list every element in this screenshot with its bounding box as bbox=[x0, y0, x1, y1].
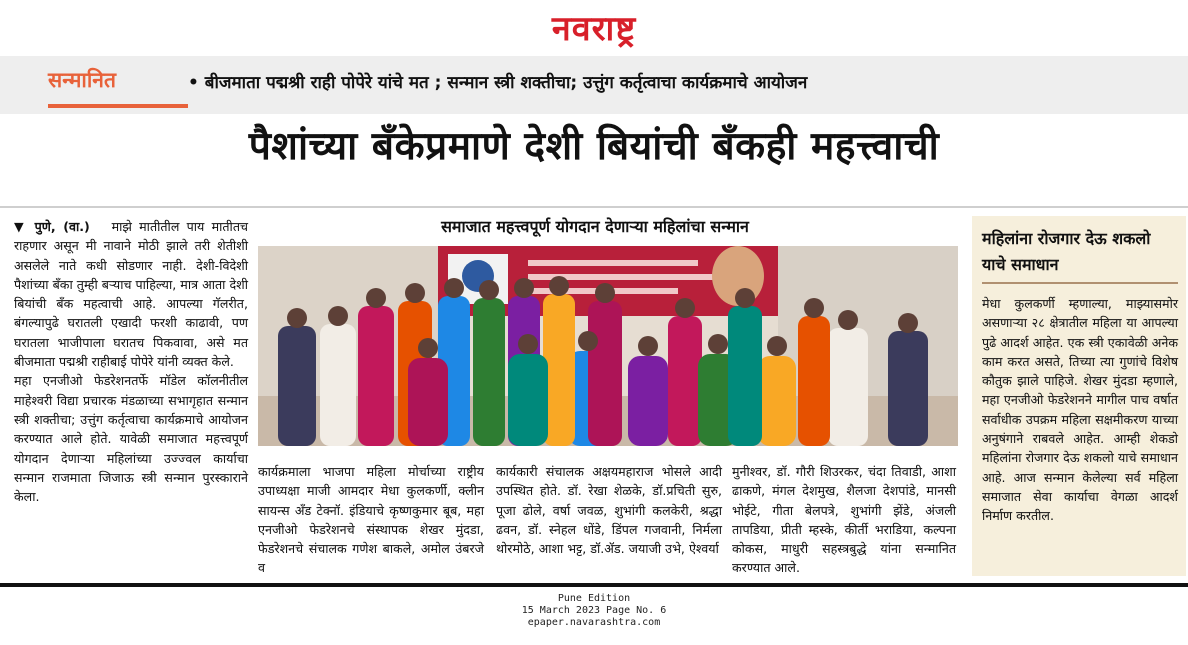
sidebar-box bbox=[972, 216, 1186, 576]
headline-divider bbox=[0, 206, 1188, 208]
article-column-1 bbox=[14, 217, 248, 506]
photo-caption: समाजात महत्त्वपूर्ण योगदान देणाऱ्या महिलांचा सन्मान bbox=[441, 217, 749, 236]
footer-edition: Pune Edition bbox=[557, 593, 631, 604]
strapline: • बीजमाता पद्मश्री राही पोपेरे यांचे मत ; सन्मान स्त्री शक्तीचा; उत्तुंग कर्तृत्वाचा कार्यक्रमाचे आयोजन bbox=[188, 73, 808, 93]
masthead-logo: नवराष्ट्र bbox=[551, 9, 637, 49]
epaper-footer bbox=[0, 583, 1188, 645]
main-headline: पैशांच्या बँकेप्रमाणे देशी बियांची बँकही महत्त्वाची bbox=[248, 124, 940, 169]
section-strap-bar bbox=[0, 56, 1188, 114]
masthead bbox=[0, 0, 1188, 48]
article-paragraph-2: महा एनजीओ फेडरेशनतर्फे मॉडेल कॉलनीतील माहेश्वरी विद्या प्रचारक मंडळाच्या सभागृहात सन्मान स्त्री शक्तीचा; उत्तुंग कर्तृत्वाचा कार्यक्रमाचे आयोजन करण्यात आले होते. यावेळी समाजात महत्त्वपूर्ण योगदान देणाऱ्या महिलांच्या उज्ज्वल कार्याचा सन्मान राजमाता जिजाऊ स्त्री सन्मान पुरस्काराने केला. bbox=[14, 373, 248, 505]
sidebar-divider bbox=[982, 282, 1178, 284]
sidebar-heading: महिलांना रोजगार देऊ शकलो याचे समाधान bbox=[982, 229, 1151, 274]
article-column-4: मुनीश्वर, डॉ. गौरी शिउरकर, चंदा तिवाडी, आशा ढाकणे, मंगल देशमुख, शैलजा देशपांडे, मानसी भोईटे, गीता बेलपत्रे, शुभांगी झेंडे, अंजली तापडिया, प्रीती म्हस्के, कीर्ती भराडिया, कल्पना कोकस, माधुरी सहस्त्रबुद्धे यांना सन्मानित करण्यात आले. bbox=[732, 464, 956, 576]
sidebar-body: मेधा कुलकर्णी म्हणाल्या, माझ्यासमोर असणाऱ्या २८ क्षेत्रातील महिला या आपल्या पुढे आदर्श आहेत. एक स्त्री एकावेळी अनेक काम करत असते, तिच्या त्या गुणांचे विशेष कौतुक झाले पाहिजे. शेखर मुंदडा म्हणाले, महा एनजीओ फेडरेशनने मागील पाच वर्षात सर्वाधीक उपक्रम महिला सक्षमीकरण याच्या अनुषंगाने राबवले आहेत. आम्ही शेकडो महिलांना रोजगार देऊ शकलो याचे समाधान आहे. आज सन्मान केलेल्या सर्व महिला समाजात सेवा कार्याचा वेगळा आदर्श निर्माण करतील. bbox=[982, 296, 1178, 524]
dateline: ▼ पुणे, (वा.) bbox=[14, 219, 90, 234]
section-tag: सन्मानित bbox=[48, 68, 116, 92]
footer-site: epaper.navarashtra.com bbox=[527, 617, 661, 628]
event-photo-image bbox=[258, 246, 958, 446]
event-photo bbox=[258, 246, 958, 446]
article-paragraph-1: माझे मातीतील पाय मातीतच राहणार असून मी नावाने मोठी झाले तरी शेतीशी असलेले नाते कधी सोडणार नाही. देशी-विदेशी पैशांच्या बँका तुम्ही बऱ्याच पाहिल्या, मात्र आता देशी बियांची बँक महत्वाची आहे. आपल्या गॅलरीत, बंगल्यापुढे घरातली एखादी फरशी काढावी, पण घरातला भाजीपाला घरातच पिकवावा, असे मत बीजमाता पद्मश्री राहीबाई पोपेरे यांनी व्यक्त केले. bbox=[14, 219, 248, 370]
footer-date-page: 15 March 2023 Page No. 6 bbox=[521, 605, 667, 616]
section-tag-underline bbox=[48, 104, 188, 108]
article-column-2: कार्यक्रमाला भाजपा महिला मोर्चाच्या राष्ट्रीय उपाध्यक्षा माजी आमदार मेधा कुलकर्णी, क्लीन सायन्स अँड टेक्नॉ. इंडियाचे कृष्णकुमार बूब, महा एनजीओ फेडरेशनचे संस्थापक शेखर मुंदडा, फेडरेशनचे संचालक गणेश बाकले, अमोल उंबरजे व bbox=[258, 464, 484, 576]
article-column-3: कार्यकारी संचालक अक्षयमहाराज भोसले आदी उपस्थित होते. डॉ. रेखा शेळके, डॉ.प्रचिती सुरु, पूजा ढोले, वर्षा जवळ, शुभांगी कलकेरी, श्रद्धा ढवन, डॉ. स्नेहल धोंडे, डिंपल गजवानी, निर्मला थोरमोठे, आशा भट्ट, डॉ.ॲड. जयाजी उभे, ऐश्वर्या bbox=[496, 464, 722, 557]
